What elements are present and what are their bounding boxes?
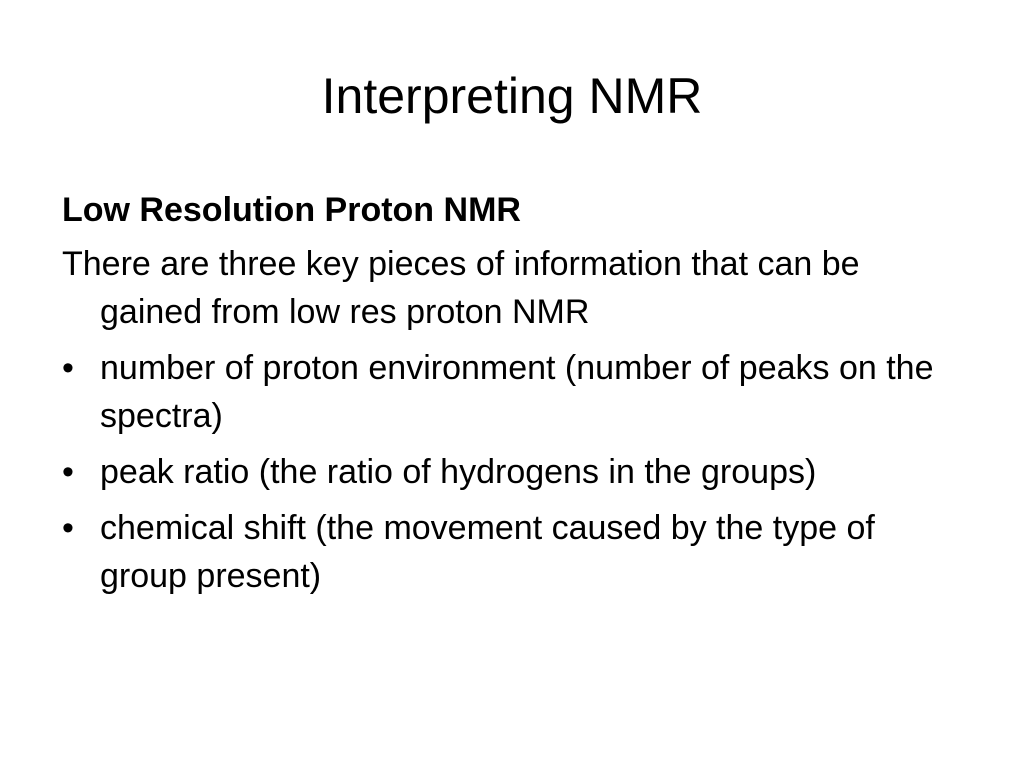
bullet-item: [62, 344, 962, 440]
bullet-item: [62, 504, 962, 600]
bullet-icon: •: [62, 349, 74, 387]
intro-paragraph: There are three key pieces of information that can be gained from low res proton NMR: [62, 245, 860, 331]
bullet-icon: •: [62, 453, 74, 491]
subheading: Low Resolution Proton NMR: [62, 191, 521, 229]
bullet-item: [62, 448, 962, 496]
bullet-text: peak ratio (the ratio of hydrogens in the groups): [100, 453, 817, 491]
slide-body: [62, 186, 962, 608]
bullet-icon: •: [62, 509, 74, 547]
bullet-text: number of proton environment (number of peaks on the spectra): [100, 349, 934, 435]
bullet-text: chemical shift (the movement caused by the type of group present): [100, 509, 875, 595]
slide-title: Interpreting NMR: [321, 68, 703, 124]
bullet-list: [62, 344, 962, 600]
